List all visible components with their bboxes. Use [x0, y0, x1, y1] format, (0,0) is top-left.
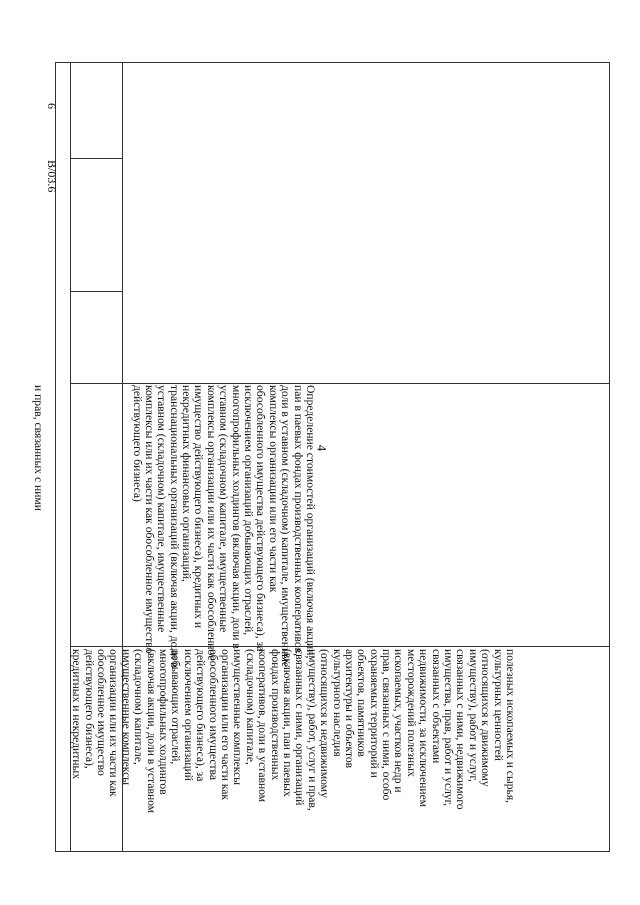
text-line: имущество действующего бизнеса), кредитных и — [192, 385, 206, 629]
text-line: связанных с ними, организаций — [293, 649, 307, 806]
text-line: кредитных и некредитных — [70, 649, 84, 780]
text-line: культурных ценностей — [491, 649, 505, 761]
text-line: охраняемых территорий и — [367, 649, 381, 778]
text-line: связанных с ними, недвижимого — [454, 649, 468, 810]
text-line: кооперативов, доли в уставном — [256, 649, 270, 803]
text-line: фондах производственных — [268, 649, 282, 781]
text-line: транснациональных организаций (включая акции, доли в — [167, 385, 181, 668]
text-line: имущественные комплексы — [119, 649, 133, 786]
text-line: многопрофильных холдингов (включая акции, доли в — [229, 385, 243, 649]
code-cell — [21, 160, 83, 192]
text-line: (включая акции, паи в паевых — [280, 649, 294, 797]
text-line: доли в уставном (складочном) капитале, имущественные — [279, 385, 293, 668]
page-number: 4 — [314, 444, 330, 452]
text-line: Определение стоимостей организаций (включая акции, — [304, 385, 317, 659]
text-line: ископаемых, участков недр и — [392, 649, 406, 793]
left-cell-text — [70, 649, 516, 813]
text-line: уставном (складочном) капитале, имущественные — [155, 385, 169, 633]
text-line: некредитных финансовых организаций, — [180, 385, 194, 582]
row-header-line: и прав, связанных с ними — [32, 385, 46, 511]
text-line: комплексы организации или их части как обособленное — [204, 385, 218, 661]
text-line: добывающих отраслей, — [169, 649, 183, 765]
level-cell — [21, 103, 83, 115]
text-line: действующего бизнеса), за — [194, 649, 208, 782]
text-line: обособленного имущества действующего бизнеса), за — [254, 385, 268, 652]
level-value: 6 — [45, 103, 60, 109]
code-value: В/03.6 — [45, 160, 60, 193]
row-divider — [70, 383, 609, 384]
text-line: объектов, памятников — [355, 649, 369, 757]
text-line: комплексы или их части как обособленное имущество — [142, 385, 156, 654]
text-line: (относящихся к недвижимому — [318, 649, 332, 798]
text-line: паи в паевых фондах производственных кооперативов, — [291, 385, 305, 656]
row-divider — [70, 158, 122, 159]
row-header-text — [7, 385, 69, 511]
text-line: уставном (складочном) капитале, имущественные — [217, 385, 231, 633]
text-line: обособленного имущества — [206, 649, 220, 781]
text-line: организации или его части как — [219, 649, 233, 801]
text-line: (складочном) капитале, — [243, 649, 257, 765]
text-line: исключением организаций добывающих отраслей, — [242, 385, 256, 636]
text-line: связанных с объектами — [429, 649, 443, 764]
text-line: исключением организаций — [181, 649, 195, 781]
text-line: комплексы организации или его части как — [266, 385, 280, 593]
text-line: многопрофильных холдингов — [157, 649, 171, 795]
text-line: недвижимости, за исключением — [417, 649, 431, 808]
competency-table — [32, 62, 610, 852]
text-line: культурного наследия — [330, 649, 344, 757]
text-line: архитектуры и объектов — [342, 649, 356, 769]
text-line: действующего бизнеса), — [82, 649, 96, 769]
text-line: месторождений полезных — [404, 649, 418, 777]
text-line: организации или их части как — [107, 649, 121, 797]
row-divider — [70, 291, 122, 292]
text-line: имущества, прав, работ и услуг, — [442, 649, 456, 807]
text-line: обособленное имущество — [95, 649, 109, 776]
text-line: (складочном) капитале, — [132, 649, 146, 765]
text-line: имуществу), работ, услуг и прав, — [305, 649, 319, 811]
text-line: полезных ископаемых и сырья, — [504, 649, 517, 804]
text-line: имущественные комплексы — [231, 649, 245, 786]
text-line: имуществу), работ и услуг, — [466, 649, 480, 782]
middle-cell-text — [130, 385, 316, 668]
text-line: (включая акции, доли в уставном — [144, 649, 158, 814]
text-line: прав, связанных с ними, особо — [380, 649, 394, 801]
text-line: (относящихся к движимому — [479, 649, 493, 787]
text-line: действующего бизнеса) — [130, 385, 144, 502]
